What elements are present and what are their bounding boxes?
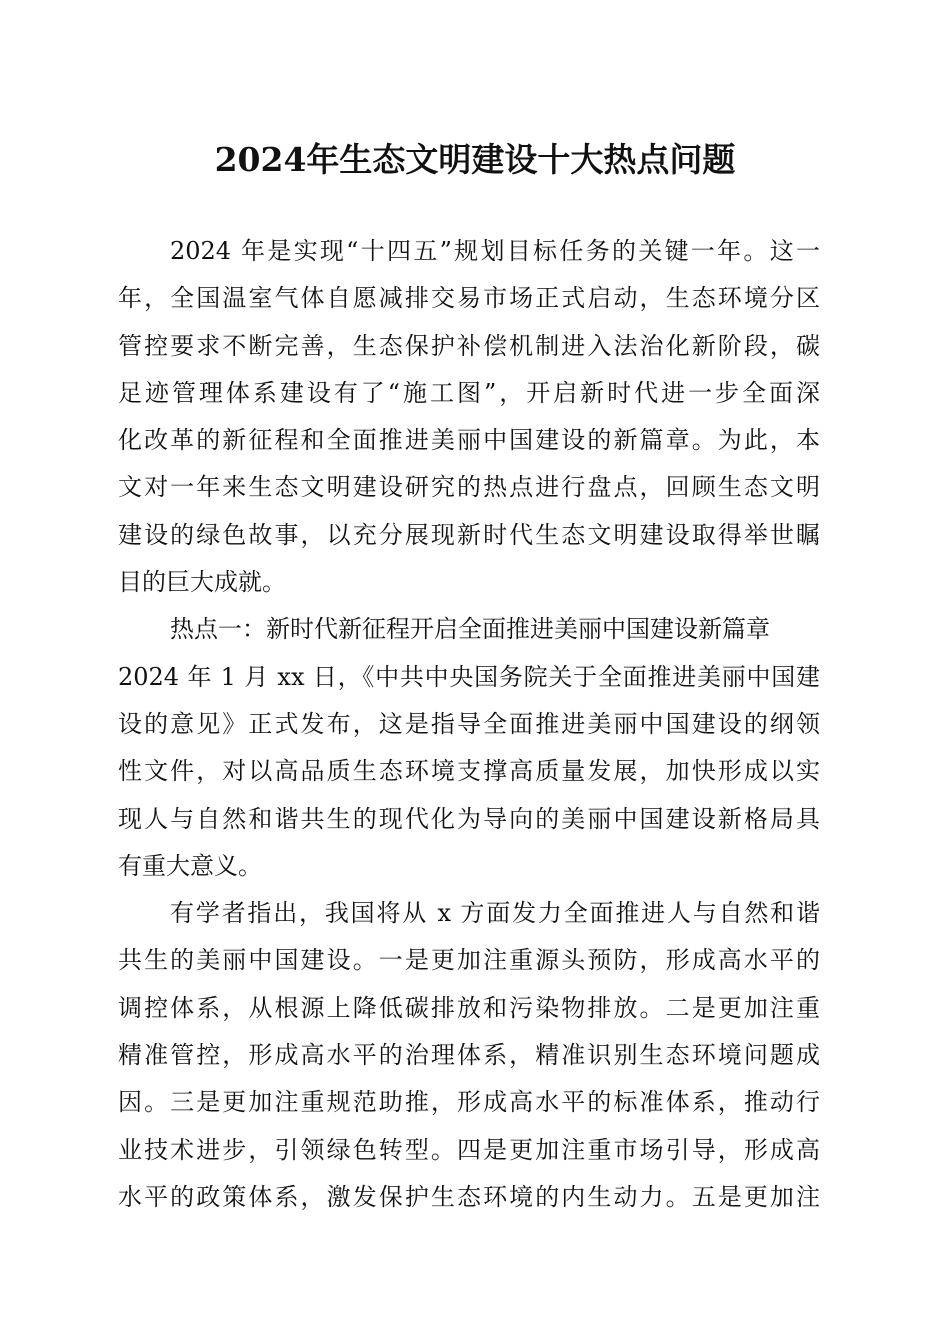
paragraph-line: 建设的绿色故事，以充分展现新时代生态文明建设取得举世瞩 xyxy=(118,520,820,549)
paragraph-line: 年，全国温室气体自愿减排交易市场正式启动，生态环境分区 xyxy=(118,284,820,313)
paragraph-line: 共生的美丽中国建设。一是更加注重源头预防，形成高水平的 xyxy=(118,946,820,975)
document-body xyxy=(118,228,820,1221)
paragraph-line: 精准管控，形成高水平的治理体系，精准识别生态环境问题成 xyxy=(118,1041,820,1070)
paragraph-line: 目的巨大成就。 xyxy=(118,568,286,597)
paragraph-line: 有重大意义。 xyxy=(118,851,262,880)
paragraph-line: 2024 年 1 月 xx 日，《中共中央国务院关于全面推进美丽中国建 xyxy=(118,662,820,691)
paragraph-line: 设的意见》正式发布，这是指导全面推进美丽中国建设的纲领 xyxy=(118,709,820,738)
paragraph-line: 调控体系，从根源上降低碳排放和污染物排放。二是更加注重 xyxy=(118,993,820,1022)
paragraph-line: 水平的政策体系，激发保护生态环境的内生动力。五是更加注 xyxy=(118,1182,820,1211)
paragraph-line: 业技术进步，引领绿色转型。四是更加注重市场引导，形成高 xyxy=(118,1135,820,1164)
paragraph-line: 2024 年是实现“十四五”规划目标任务的关键一年。这一 xyxy=(170,237,820,265)
document-title: 2024年生态文明建设十大热点问题 xyxy=(214,140,736,179)
paragraph-line: 有学者指出，我国将从 x 方面发力全面推进人与自然和谐 xyxy=(170,899,820,928)
paragraph-line: 文对一年来生态文明建设研究的热点进行盘点，回顾生态文明 xyxy=(118,473,820,502)
paragraph-line: 因。三是更加注重规范助推，形成高水平的标准体系，推动行 xyxy=(118,1088,820,1117)
paragraph-line: 足迹管理体系建设有了“施工图”，开启新时代进一步全面深 xyxy=(118,378,820,407)
paragraph-line: 化改革的新征程和全面推进美丽中国建设的新篇章。为此，本 xyxy=(118,426,820,455)
section-heading: 热点一：新时代新征程开启全面推进美丽中国建设新篇章 xyxy=(170,615,770,644)
paragraph-line: 管控要求不断完善，生态保护补偿机制进入法治化新阶段，碳 xyxy=(118,331,820,360)
paragraph-line: 现人与自然和谐共生的现代化为导向的美丽中国建设新格局具 xyxy=(118,804,820,833)
paragraph-line: 性文件，对以高品质生态环境支撑高质量发展，加快形成以实 xyxy=(118,757,820,786)
